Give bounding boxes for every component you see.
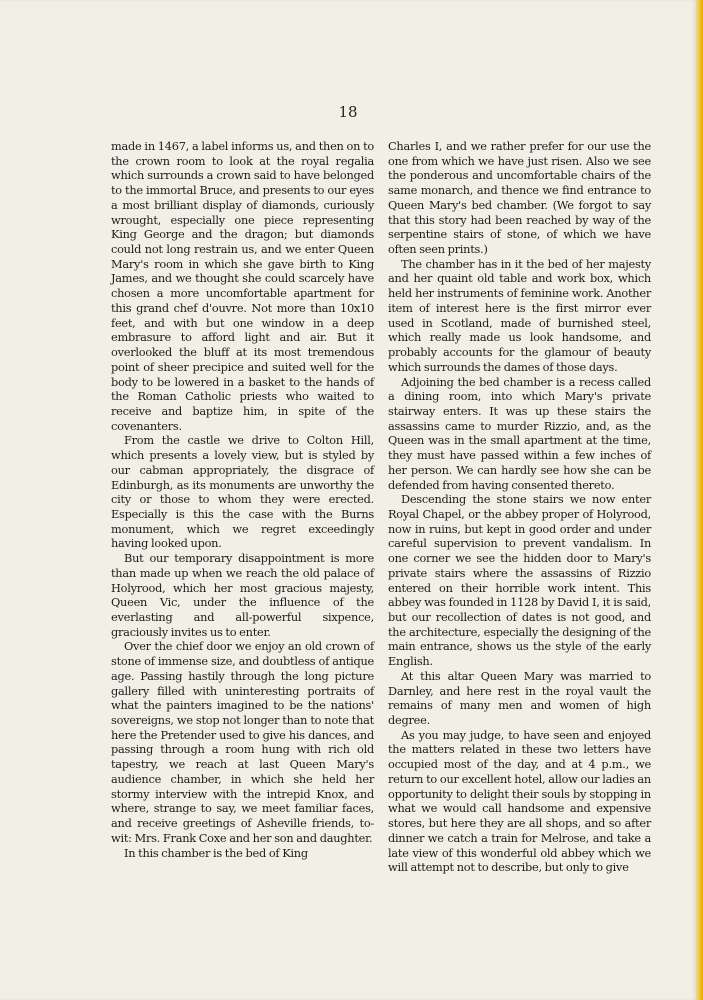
left-column bbox=[111, 139, 374, 860]
page-number: 18 bbox=[338, 103, 358, 121]
paragraph: At this altar Queen Mary was married to Darnley, and here rest in the royal vault the remains of many men and women of high degree. bbox=[388, 668, 651, 728]
right-column bbox=[388, 139, 651, 875]
paragraph: In this chamber is the bed of King bbox=[124, 845, 308, 860]
paragraph: Descending the stone stairs we now enter Royal Chapel, or the abbey proper of Holyrood, now in ruins, but kept in good order and under careful supervision to prevent vandalism. In one corner we see the hidden door to Mary's private stairs where the assassins of Rizzio entered on their horrible work intent. This abbey was founded in 1128 by David I, it is said, but our recollection of dates is not good, and the architecture, especially the designing of the main entrance, shows us the style of the early English. bbox=[388, 492, 651, 669]
paragraph: made in 1467, a label informs us, and then on to the crown room to look at the royal regalia which surrounds a crown said to have belonged to the immortal Bruce, and presents to our eyes a most brilliant display of diamonds, curiously wrought, especially one piece representing King George and the dragon; but diamonds could not long restrain us, and we enter Queen Mary's room in which she gave birth to King James, and we thought she could scarcely have chosen a more uncomfortable apartment for this grand chef d'ouvre. Not more than 10x10 feet, and with but one window in a deep embrasure to afford light and air. But it overlooked the bluff at its most tremendous point of sheer precipice and suited well for the body to be lowered in a basket to the hands of the Roman Catholic priests who waited to receive and baptize him, in spite of the covenanters. bbox=[111, 139, 374, 433]
paragraph: The chamber has in it the bed of her majesty and her quaint old table and work box, which held her instruments of feminine work. Another item of interest here is the first mirror ever used in Scotland, made of burnished steel, which really made us look handsome, and probably accounts for the glamour of beauty which surrounds the dames of those days. bbox=[388, 256, 651, 374]
page-edge bbox=[696, 0, 703, 1000]
paragraph: But our temporary disappointment is more than made up when we reach the old palace of Holyrood, which her most gracious majesty, Queen Vic, under the influence of the everlasting and all-powerful sixpence, graciously invites us to enter. bbox=[111, 551, 374, 639]
paragraph: As you may judge, to have seen and enjoyed the matters related in these two letters have occupied most of the day, and at 4 p.m., we return to our excellent hotel, allow our ladies an opportunity to delight their souls by stopping in what we would call handsome and expensive stores, but here they are all shops, and so after dinner we catch a train for Melrose, and take a late view of this wonderful old abbey which we will attempt not to describe, but only to give bbox=[388, 727, 651, 875]
paragraph: Over the chief door we enjoy an old crown of stone of immense size, and doubtless of antique age. Passing hastily through the long picture gallery filled with uninteresting portraits of what the painters imagined to be the nations' sovereigns, we stop not longer than to note that here the Pretender used to give his dances, and passing through a room hung with rich old tapestry, we reach at last Queen Mary's audience chamber, in which she held her stormy interview with the intrepid Knox, and where, strange to say, we meet familiar faces, and receive greetings of Asheville friends, to-wit: Mrs. Frank Coxe and her son and daughter. bbox=[111, 639, 374, 845]
paragraph: From the castle we drive to Colton Hill, which presents a lovely view, but is styled by our cabman appropriately, the disgrace of Edinburgh, as its monuments are unworthy the city or those to whom they were erected. Especially is this the case with the Burns monument, which we regret exceedingly having looked upon. bbox=[111, 433, 374, 551]
paragraph: Adjoining the bed chamber is a recess called a dining room, into which Mary's private stairway enters. It was up these stairs the assassins came to murder Rizzio, and, as the Queen was in the small apartment at the time, they must have passed within a few inches of her person. We can hardly see how she can be defended from having consented thereto. bbox=[388, 374, 651, 492]
paragraph: Charles I, and we rather prefer for our use the one from which we have just risen. Also we see the ponderous and uncomfortable chairs of the same monarch, and thence we find entrance to Queen Mary's bed chamber. (We forgot to say that this story had been reached by way of the serpentine stairs of stone, of which we have often seen prints.) bbox=[388, 139, 651, 257]
